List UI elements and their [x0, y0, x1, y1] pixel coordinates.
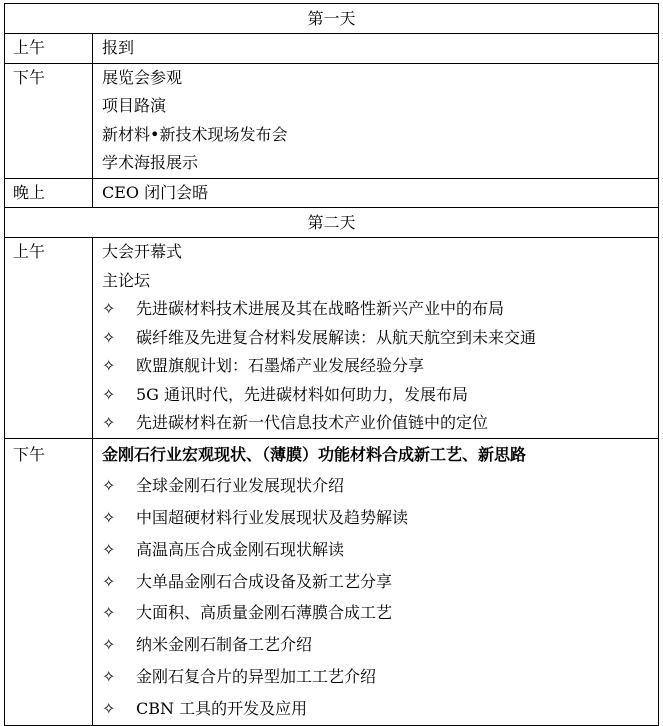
- topic-item: ✧ CBN 工具的开发及应用: [93, 693, 658, 725]
- list-item: 学术海报展示: [102, 153, 199, 172]
- day2-title: 第二天: [5, 208, 659, 238]
- topic-item: ✧ 大单晶金刚石合成设备及新工艺分享: [93, 566, 658, 598]
- bullet-icon: ✧: [102, 603, 116, 623]
- day1-morning-items: [93, 34, 659, 64]
- list-item: 项目路演: [102, 96, 167, 115]
- day1-afternoon-row: [5, 63, 659, 178]
- list-item: 主论坛: [102, 270, 151, 290]
- day1-evening-label: 晚上: [5, 178, 93, 208]
- day2-afternoon-items: [93, 438, 659, 725]
- bullet-icon: ✧: [102, 413, 116, 432]
- bullet-icon: ✧: [102, 539, 116, 559]
- topic-item: ✧ 中国超硬材料行业发展现状及趋势解读: [93, 502, 658, 534]
- bullet-icon: ✧: [102, 476, 116, 496]
- bullet-icon: ✧: [102, 508, 116, 528]
- list-item: 展览会参观: [102, 67, 183, 87]
- list-item: CEO 闭门会晤: [102, 182, 209, 202]
- topic-item: ✧ 欧盟旗舰计划：石墨烯产业发展经验分享: [93, 352, 658, 381]
- list-item: 新材料•新技术现场发布会: [102, 124, 288, 144]
- schedule-table: [4, 3, 659, 726]
- day1-afternoon-label: 下午: [5, 63, 93, 178]
- topic-item: ✧ 纳米金刚石制备工艺介绍: [93, 629, 658, 661]
- session-heading: 金刚石行业宏观现状、（薄膜）功能材料合成新工艺、新思路: [102, 444, 527, 464]
- topic-item: ✧ 高温高压合成金刚石现状解读: [93, 534, 658, 566]
- day1-evening-row: [5, 178, 659, 208]
- bullet-icon: ✧: [102, 299, 116, 318]
- day2-header-row: [5, 208, 659, 238]
- day1-afternoon-items: [93, 63, 659, 178]
- bullet-icon: ✧: [102, 327, 116, 347]
- topic-item: ✧ 5G 通讯时代，先进碳材料如何助力，发展布局: [93, 381, 658, 410]
- topic-item: ✧ 大面积、高质量金刚石薄膜合成工艺: [93, 597, 658, 629]
- bullet-icon: ✧: [102, 384, 116, 404]
- topic-item: ✧ 全球金刚石行业发展现状介绍: [93, 470, 658, 502]
- day1-morning-row: [5, 34, 659, 64]
- day2-morning-row: [5, 238, 659, 439]
- bullet-icon: ✧: [102, 571, 116, 591]
- bullet-icon: ✧: [102, 698, 116, 718]
- topic-item: ✧ 先进碳材料技术进展及其在战略性新兴产业中的布局: [93, 295, 658, 324]
- day1-evening-items: [93, 178, 659, 208]
- bullet-icon: ✧: [102, 356, 116, 375]
- topic-item: ✧ 金刚石复合片的异型加工工艺介绍: [93, 661, 658, 693]
- list-item: 报到: [102, 38, 135, 57]
- bullet-icon: ✧: [102, 635, 116, 655]
- bullet-icon: ✧: [102, 667, 116, 687]
- topic-item: ✧ 先进碳材料在新一代信息技术产业价值链中的定位: [93, 409, 658, 438]
- day2-afternoon-row: [5, 438, 659, 725]
- day1-title: 第一天: [5, 4, 659, 34]
- topic-item: ✧ 碳纤维及先进复合材料发展解读：从航天航空到未来交通: [93, 324, 658, 353]
- day2-morning-items: [93, 238, 659, 439]
- day1-morning-label: 上午: [5, 34, 93, 64]
- day1-header-row: [5, 4, 659, 34]
- day2-afternoon-label: 下午: [5, 438, 93, 725]
- day2-morning-label: 上午: [5, 238, 93, 439]
- list-item: 大会开幕式: [102, 242, 183, 261]
